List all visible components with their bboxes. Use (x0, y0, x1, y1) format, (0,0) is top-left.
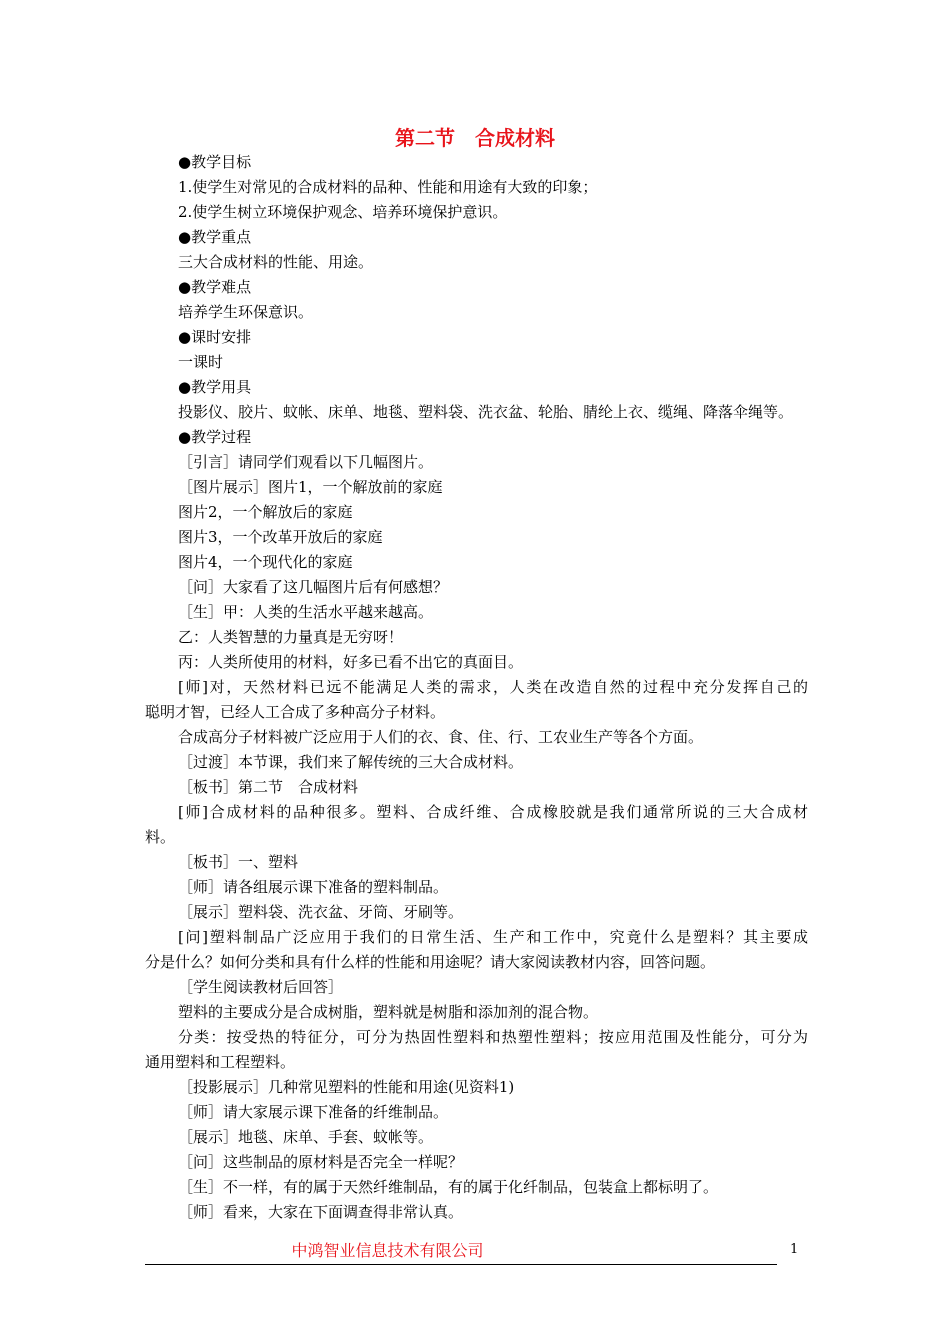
text-line: 分类：按受热的特征分，可分为热固性塑料和热塑性塑料；按应用范围及性能分，可分为 (178, 1028, 808, 1046)
text-line: ●教学目标 (178, 153, 252, 171)
text-line: ［展示］地毯、床单、手套、蚊帐等。 (178, 1128, 434, 1146)
text-line: ［问］这些制品的原材料是否完全一样呢？ (178, 1153, 464, 1171)
text-line: 乙：人类智慧的力量真是无穷呀！ (178, 628, 404, 646)
text-line: ［投影展示］几种常见塑料的性能和用途(见资料1) (178, 1078, 515, 1096)
text-line: 图片2，一个解放后的家庭 (178, 503, 353, 521)
text-line: ［板书］第二节 合成材料 (178, 778, 359, 796)
page-number: 1 (790, 1242, 799, 1257)
document-body (145, 150, 808, 1225)
text-line: ［师］看来，大家在下面调查得非常认真。 (178, 1203, 464, 1221)
text-line: 通用塑料和工程塑料。 (145, 1053, 296, 1071)
text-line: 三大合成材料的性能、用途。 (178, 253, 374, 271)
text-line: 聪明才智，已经人工合成了多种高分子材料。 (145, 703, 446, 721)
text-line: 培养学生环保意识。 (178, 303, 314, 321)
text-line: ［师］请各组展示课下准备的塑料制品。 (178, 878, 449, 896)
page-title: 第二节 合成材料 (395, 126, 555, 150)
text-line: ［展示］塑料袋、洗衣盆、牙筒、牙刷等。 (178, 903, 464, 921)
text-line: 料。 (145, 828, 176, 846)
text-line: ●教学重点 (178, 228, 252, 246)
text-line: ［问］大家看了这几幅图片后有何感想？ (178, 578, 449, 596)
text-line: 丙：人类所使用的材料，好多已看不出它的真面目。 (178, 653, 524, 671)
text-line: ［师］请大家展示课下准备的纤维制品。 (178, 1103, 449, 1121)
text-line: ●课时安排 (178, 328, 252, 346)
text-line: ●教学过程 (178, 428, 252, 446)
text-line: 图片3，一个改革开放后的家庭 (178, 528, 383, 546)
text-line: ●教学用具 (178, 378, 252, 396)
text-line: ［学生阅读教材后回答］ (178, 978, 344, 996)
footer-company-name: 中鸿智业信息技术有限公司 (291, 1241, 484, 1260)
text-line: ［图片展示］图片1，一个解放前的家庭 (178, 478, 443, 496)
text-line: ［引言］请同学们观看以下几幅图片。 (178, 453, 434, 471)
text-line: 分是什么？如何分类和具有什么样的性能和用途呢？请大家阅读教材内容，回答问题。 (145, 953, 716, 971)
text-line: [问]塑料制品广泛应用于我们的日常生活、生产和工作中，究竟什么是塑料？其主要成 (178, 928, 808, 946)
text-line: [师]对，天然材料已远不能满足人类的需求，人类在改造自然的过程中充分发挥自己的 (178, 678, 808, 696)
text-line: 投影仪、胶片、蚊帐、床单、地毯、塑料袋、洗衣盆、轮胎、腈纶上衣、缆绳、降落伞绳等。 (178, 403, 794, 421)
text-line: ［生］甲：人类的生活水平越来越高。 (178, 603, 434, 621)
text-line: [师]合成材料的品种很多。塑料、合成纤维、合成橡胶就是我们通常所说的三大合成材 (178, 803, 808, 821)
text-line: ●教学难点 (178, 278, 252, 296)
text-line: 一课时 (178, 353, 224, 371)
text-line: 合成高分子材料被广泛应用于人们的衣、食、住、行、工农业生产等各个方面。 (178, 728, 704, 746)
text-line: ［板书］一、塑料 (178, 853, 299, 871)
text-line: 塑料的主要成分是合成树脂，塑料就是树脂和添加剂的混合物。 (178, 1003, 599, 1021)
text-line: ［过渡］本节课，我们来了解传统的三大合成材料。 (178, 753, 524, 771)
footer-divider (145, 1264, 777, 1265)
text-line: 图片4，一个现代化的家庭 (178, 553, 353, 571)
text-line: ［生］不一样，有的属于天然纤维制品，有的属于化纤制品，包装盒上都标明了。 (178, 1178, 719, 1196)
text-line: 1.使学生对常见的合成材料的品种、性能和用途有大致的印象； (178, 178, 598, 196)
text-line: 2.使学生树立环境保护观念、培养环境保护意识。 (178, 203, 508, 221)
